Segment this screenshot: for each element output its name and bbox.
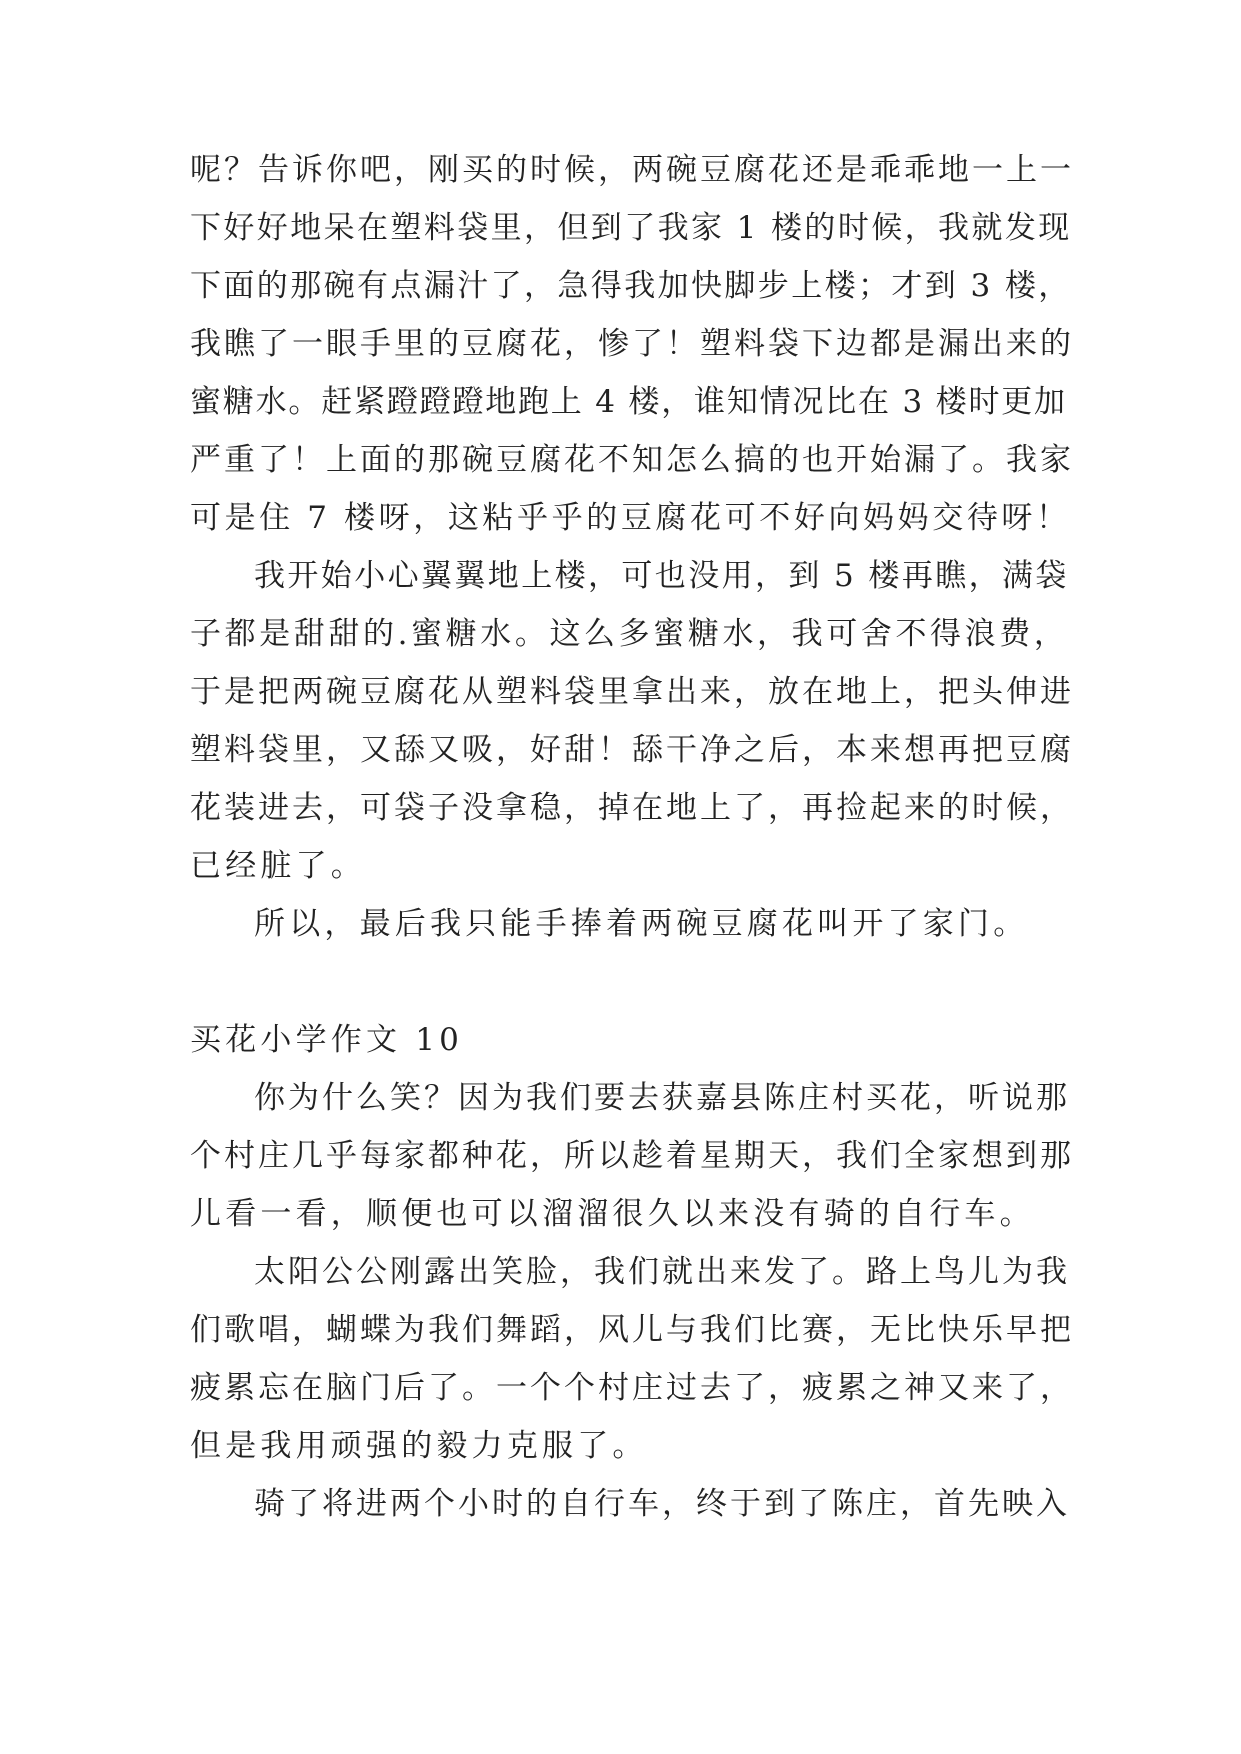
text-line: 呢？告诉你吧，刚买的时候，两碗豆腐花还是乖乖地一上一 [190, 152, 1074, 188]
text-line: 个村庄几乎每家都种花，所以趁着星期天，我们全家想到那 [190, 1138, 1074, 1174]
text-line: 可是住 7 楼呀，这粘乎乎的豆腐花可不好向妈妈交待呀！ [190, 500, 1071, 536]
text-line: 疲累忘在脑门后了。一个个村庄过去了，疲累之神又来了， [190, 1370, 1074, 1406]
text-line: 所以，最后我只能手捧着两碗豆腐花叫开了家门。 [254, 906, 1029, 942]
text-line: 蜜糖水。赶紧蹬蹬蹬地跑上 4 楼，谁知情况比在 3 楼时更加 [190, 384, 1067, 420]
text-line: 花装进去，可袋子没拿稳，掉在地上了，再捡起来的时候， [190, 790, 1074, 826]
text-line: 塑料袋里，又舔又吸，好甜！舔干净之后，本来想再把豆腐 [190, 732, 1074, 768]
text-line: 太阳公公刚露出笑脸，我们就出来发了。路上鸟儿为我 [254, 1254, 1070, 1290]
text-line: 下面的那碗有点漏汁了，急得我加快脚步上楼；才到 3 楼， [190, 268, 1072, 304]
text-line: 但是我用顽强的毅力克服了。 [190, 1428, 648, 1464]
text-line: 我瞧了一眼手里的豆腐花，惨了！塑料袋下边都是漏出来的 [190, 326, 1074, 362]
text-line: 已经脏了。 [190, 848, 366, 884]
text-line: 你为什么笑？因为我们要去获嘉县陈庄村买花，听说那 [254, 1080, 1070, 1116]
text-line: 们歌唱，蝴蝶为我们舞蹈，风儿与我们比赛，无比快乐早把 [190, 1312, 1074, 1348]
text-line: 儿看一看，顺便也可以溜溜很久以来没有骑的自行车。 [190, 1196, 1035, 1232]
text-line: 于是把两碗豆腐花从塑料袋里拿出来，放在地上，把头伸进 [190, 674, 1074, 710]
text-line: 骑了将进两个小时的自行车，终于到了陈庄，首先映入 [254, 1486, 1070, 1522]
text-line: 严重了！上面的那碗豆腐花不知怎么搞的也开始漏了。我家 [190, 442, 1074, 478]
section-heading: 买花小学作文 10 [190, 1022, 464, 1058]
text-line: 我开始小心翼翼地上楼，可也没用，到 5 楼再瞧，满袋 [254, 558, 1069, 594]
text-line: 子都是甜甜的.蜜糖水。这么多蜜糖水，我可舍不得浪费， [190, 616, 1069, 652]
text-line: 下好好地呆在塑料袋里，但到了我家 1 楼的时候，我就发现 [190, 210, 1072, 246]
